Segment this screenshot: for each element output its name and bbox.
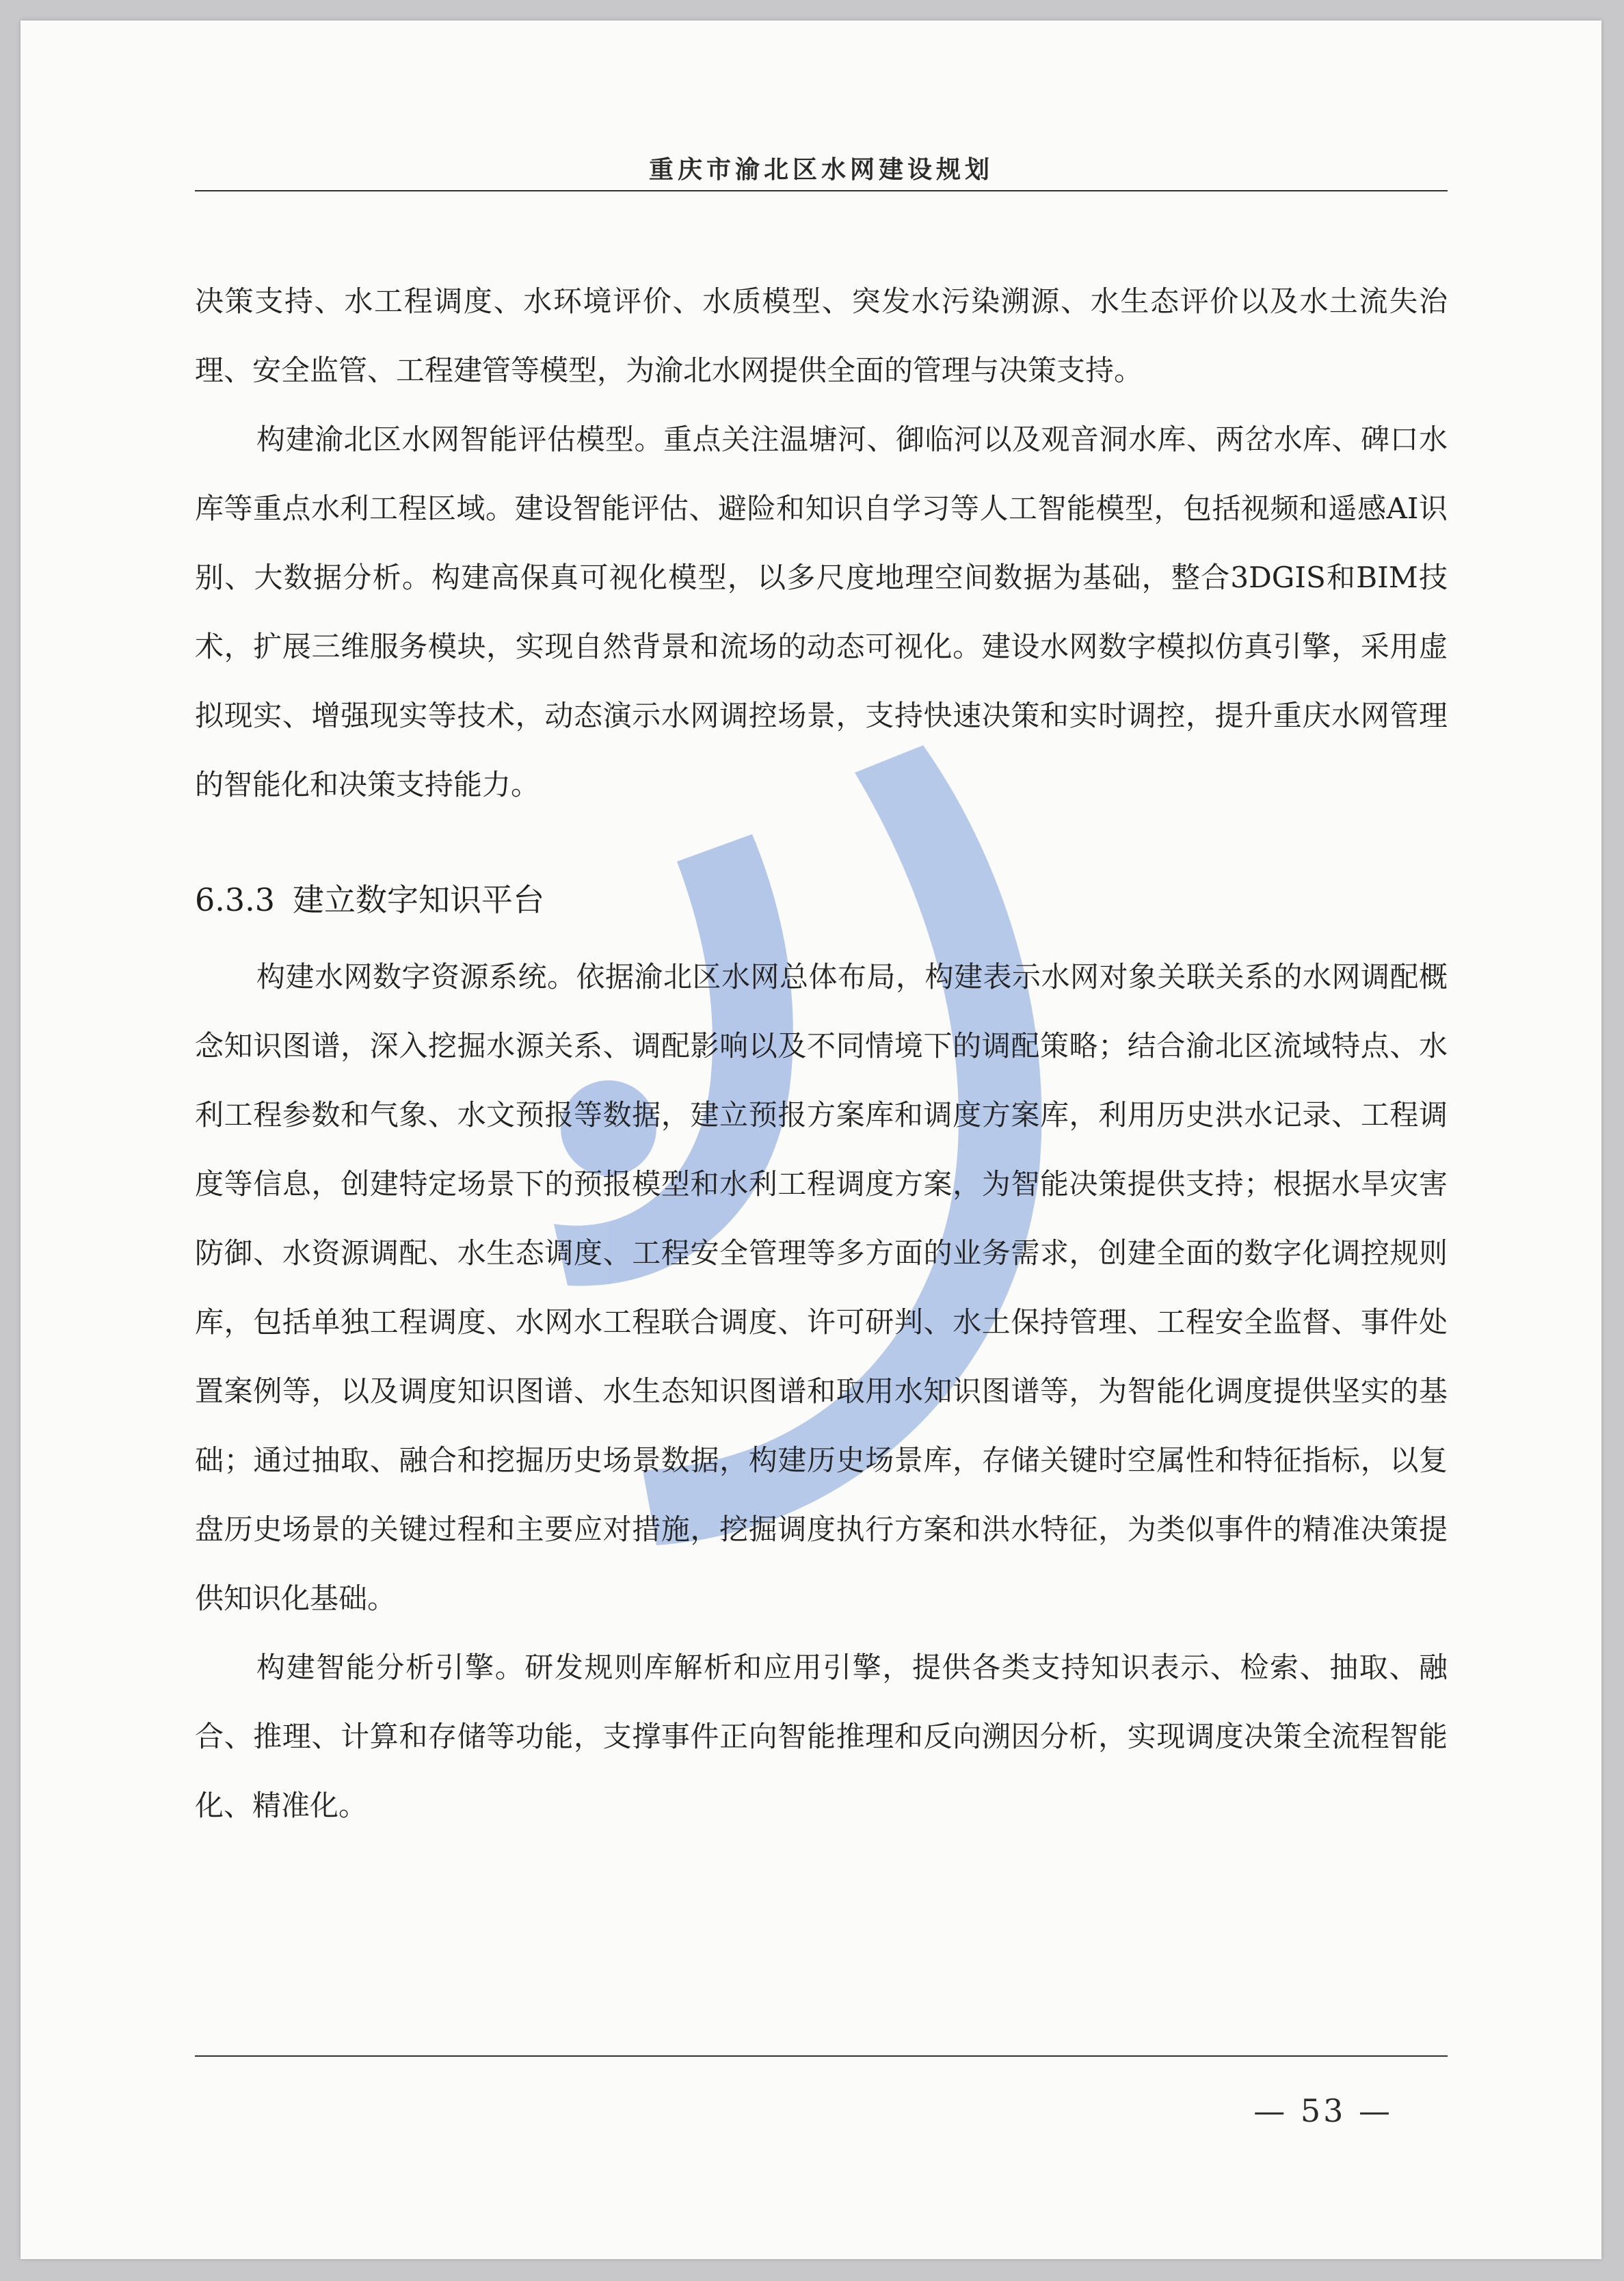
document-page xyxy=(21,21,1601,2259)
header-rule xyxy=(195,190,1448,191)
running-header: 重庆市渝北区水网建设规划 xyxy=(648,156,994,184)
page-number: — 53 — xyxy=(1253,2092,1393,2129)
section-title: 建立数字知识平台 xyxy=(293,881,545,918)
paragraph-evaluation-model: 构建渝北区水网智能评估模型。重点关注温塘河、御临河以及观音洞水库、两岔水库、碑口水库等重点水利工程区域。建设智能评估、避险和知识自学习等人工智能模型，包括视频和遥感AI识别、大数据分析。构建高保真可视化模型，以多尺度地理空间数据为基础，整合3DGIS和BIM技术，扩展三维服务模块，实现自然背景和流场的动态可视化。建设水网数字模拟仿真引擎，采用虚拟现实、增强现实等技术，动态演示水网调控场景，支持快速决策和实时调控，提升重庆水网管理的智能化和决策支持能力。 xyxy=(195,423,1448,801)
section-number: 6.3.3 xyxy=(195,881,276,918)
section-heading xyxy=(195,875,544,920)
paragraph-continued: 决策支持、水工程调度、水环境评价、水质模型、突发水污染溯源、水生态评价以及水土流失治理、安全监管、工程建管等模型，为渝北水网提供全面的管理与决策支持。 xyxy=(195,284,1448,387)
body-text-upper xyxy=(195,267,1448,819)
footer-rule xyxy=(195,2055,1448,2057)
paragraph-analysis-engine: 构建智能分析引擎。研发规则库解析和应用引擎，提供各类支持知识表示、检索、抽取、融合、推理、计算和存储等功能，支撑事件正向智能推理和反向溯因分析，实现调度决策全流程智能化、精准化。 xyxy=(195,1651,1448,1822)
paragraph-digital-resources: 构建水网数字资源系统。依据渝北区水网总体布局，构建表示水网对象关联关系的水网调配概念知识图谱，深入挖掘水源关系、调配影响以及不同情境下的调配策略；结合渝北区流域特点、水利工程参数和气象、水文预报等数据，建立预报方案库和调度方案库，利用历史洪水记录、工程调度等信息，创建特定场景下的预报模型和水利工程调度方案，为智能决策提供支持；根据水旱灾害防御、水资源调配、水生态调度、工程安全管理等多方面的业务需求，创建全面的数字化调控规则库，包括单独工程调度、水网水工程联合调度、许可研判、水土保持管理、工程安全监督、事件处置案例等，以及调度知识图谱、水生态知识图谱和取用水知识图谱等，为智能化调度提供坚实的基础；通过抽取、融合和挖掘历史场景数据，构建历史场景库，存储关键时空属性和特征指标，以复盘历史场景的关键过程和主要应对措施，挖掘调度执行方案和洪水特征，为类似事件的精准决策提供知识化基础。 xyxy=(195,960,1448,1615)
body-text-lower xyxy=(195,942,1448,1840)
